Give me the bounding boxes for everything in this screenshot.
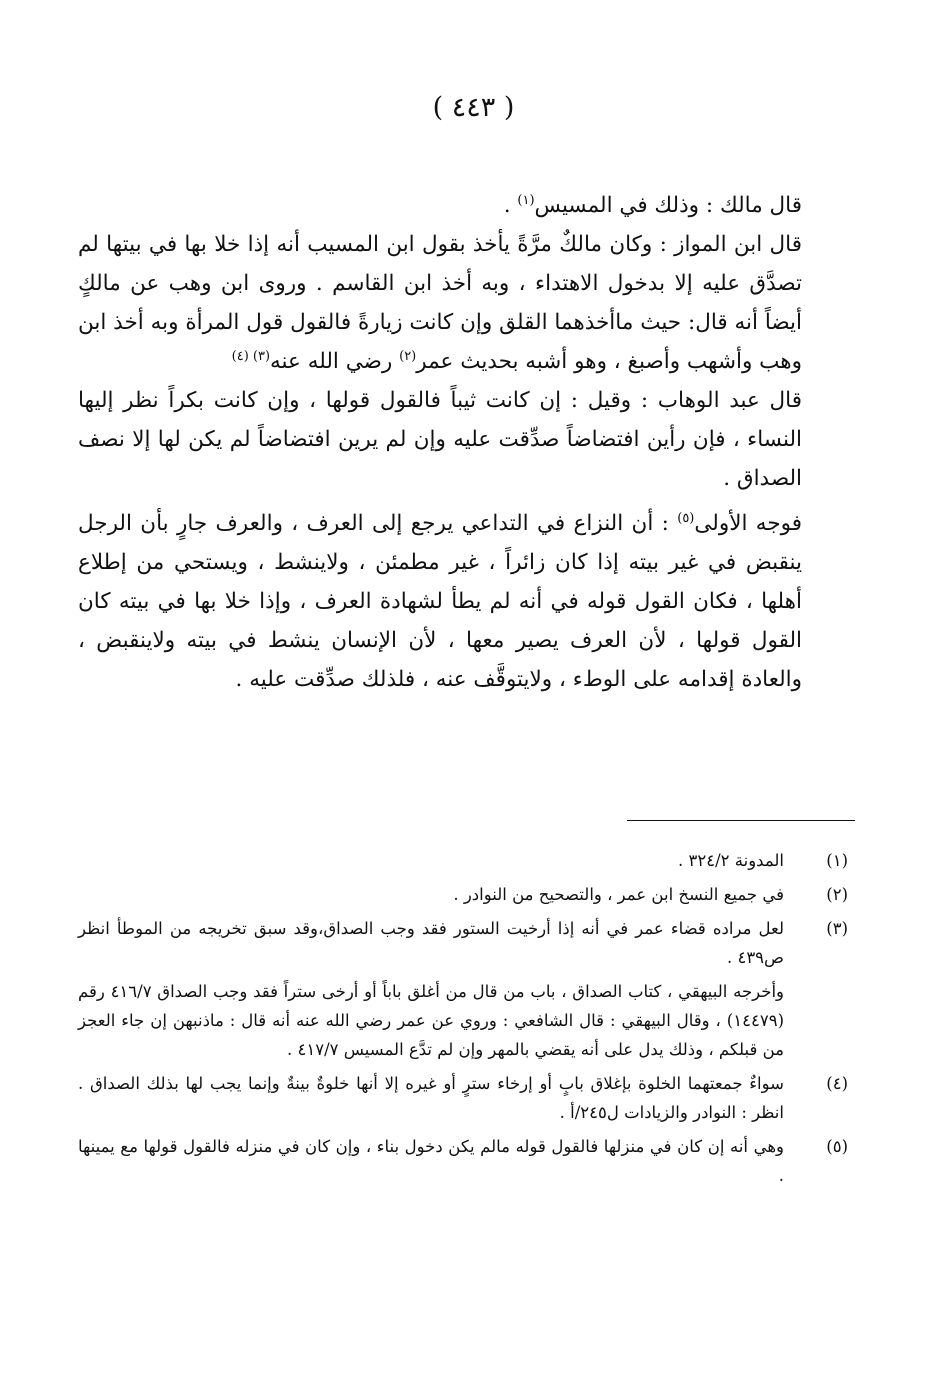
- footnote-ref: (١): [517, 192, 535, 208]
- paragraph-text: فوجه الأولى: [694, 511, 803, 536]
- paragraph-text: قال عبد الوهاب : وقيل : إن كانت ثيباً فالقول قولها ، وإن كانت بكراً نظر إليها النساء ، فإن رأين افتضاضاً صدِّقت عليه وإن لم يرين افتضاضاً لم يكن لها إلا نصف الصداق .: [78, 388, 802, 491]
- footnote-text: في جميع النسخ ابن عمر ، والتصحيح من النوادر .: [453, 885, 784, 904]
- footnote-number: (١): [826, 851, 848, 870]
- footnote-text: وأخرجه البيهقي ، كتاب الصداق ، باب من قال من أغلق باباً أو أرخى ستراً فقد وجب الصداق ٤١٦/٧ رقم (١٤٤٧٩) ، وقال البيهقي : قال الشافعي : وروي عن عمر رضي الله عنه أنه قال : ماذنبهن إن جاء العجز من قبلكم ، وذلك يدل على أنه يقضي بالمهر وإن لم تدَّع المسيس ٤١٧/٧ .: [78, 982, 784, 1059]
- paragraph-text: رضي الله عنه: [270, 349, 400, 374]
- paragraph-2: [78, 225, 850, 381]
- footnote-3-continuation: [78, 977, 856, 1064]
- footnote-5: [78, 1132, 856, 1190]
- footnote-ref: (٣) (٤): [231, 348, 271, 364]
- paragraph-text: .: [503, 193, 518, 218]
- footnote-1: [78, 846, 856, 875]
- paragraph-1: [78, 186, 850, 225]
- footnote-text: وهي أنه إن كان في منزلها فالقول قوله مالم يكن دخول بناء ، وإن كان في منزله فالقول قولها مع يمينها .: [78, 1137, 784, 1185]
- paragraph-3: [78, 381, 850, 498]
- footnote-3: [78, 914, 856, 972]
- main-text: [78, 186, 850, 699]
- page-number: ( ٤٤٣ ): [432, 92, 515, 123]
- paragraph-4: [78, 504, 850, 699]
- footnote-number: (٢): [826, 885, 848, 904]
- footnote-2: [78, 880, 856, 909]
- footnote-text: لعل مراده قضاء عمر في أنه إذا أرخيت الستور فقد وجب الصداق،وقد سبق تخريجه من الموطأ انظر ص٤٣٩ .: [78, 919, 784, 967]
- footnote-text: سواءٌ جمعتهما الخلوة بإغلاق بابٍ أو إرخاء سترٍ أو غيره إلا أنها خلوةٌ بينةٌ وإنما يجب لها بذلك الصداق . انظر : النوادر والزيادات ل٢٤٥/أ .: [78, 1074, 784, 1122]
- paragraph-text: قال ابن المواز : وكان مالكٌ مرَّةً يأخذ بقول ابن المسيب أنه إذا خلا بها في بيتها لم تصدَّق عليه إلا بدخول الاهتداء ، وبه أخذ ابن القاسم . وروى ابن وهب عن مالكٍ أيضاً أنه قال: حيث ماأخذهما القلق وإن كانت زيارةً فالقول قول المرأة وبه أخذ ابن وهب وأشهب وأصبغ ، وهو أشبه بحديث عمر: [78, 232, 802, 374]
- footnote-text: المدونة ٣٢٤/٢ .: [678, 851, 784, 870]
- footnote-number: (٣): [826, 919, 848, 938]
- footnote-4: [78, 1069, 856, 1127]
- footnote-ref: (٢): [399, 348, 417, 364]
- footnote-number: (٤): [826, 1074, 848, 1093]
- paragraph-text: : أن النزاع في التداعي يرجع إلى العرف ، والعرف جارٍ بأن الرجل ينقبض في غير بيته إذا كان زائراً ، غير مطمئن ، ولاينشط ، ويستحي من إطلاع أهلها ، فكان القول قوله في أنه لم يطأ لشهادة العرف ، وإذا خلا بها في بيته كان القول قولها ، لأن العرف يصير معها ، لأن الإنسان ينشط في بيته ولاينقبض ، والعادة إقدامه على الوطء ، ولايتوقَّف عنه ، فلذلك صدِّقت عليه .: [78, 511, 802, 692]
- footnotes: [78, 846, 856, 1195]
- footnote-number: (٥): [826, 1137, 848, 1156]
- footnote-ref: (٥): [677, 510, 695, 526]
- paragraph-text: قال مالك : وذلك في المسيس: [534, 193, 802, 218]
- footnote-separator: [627, 820, 855, 821]
